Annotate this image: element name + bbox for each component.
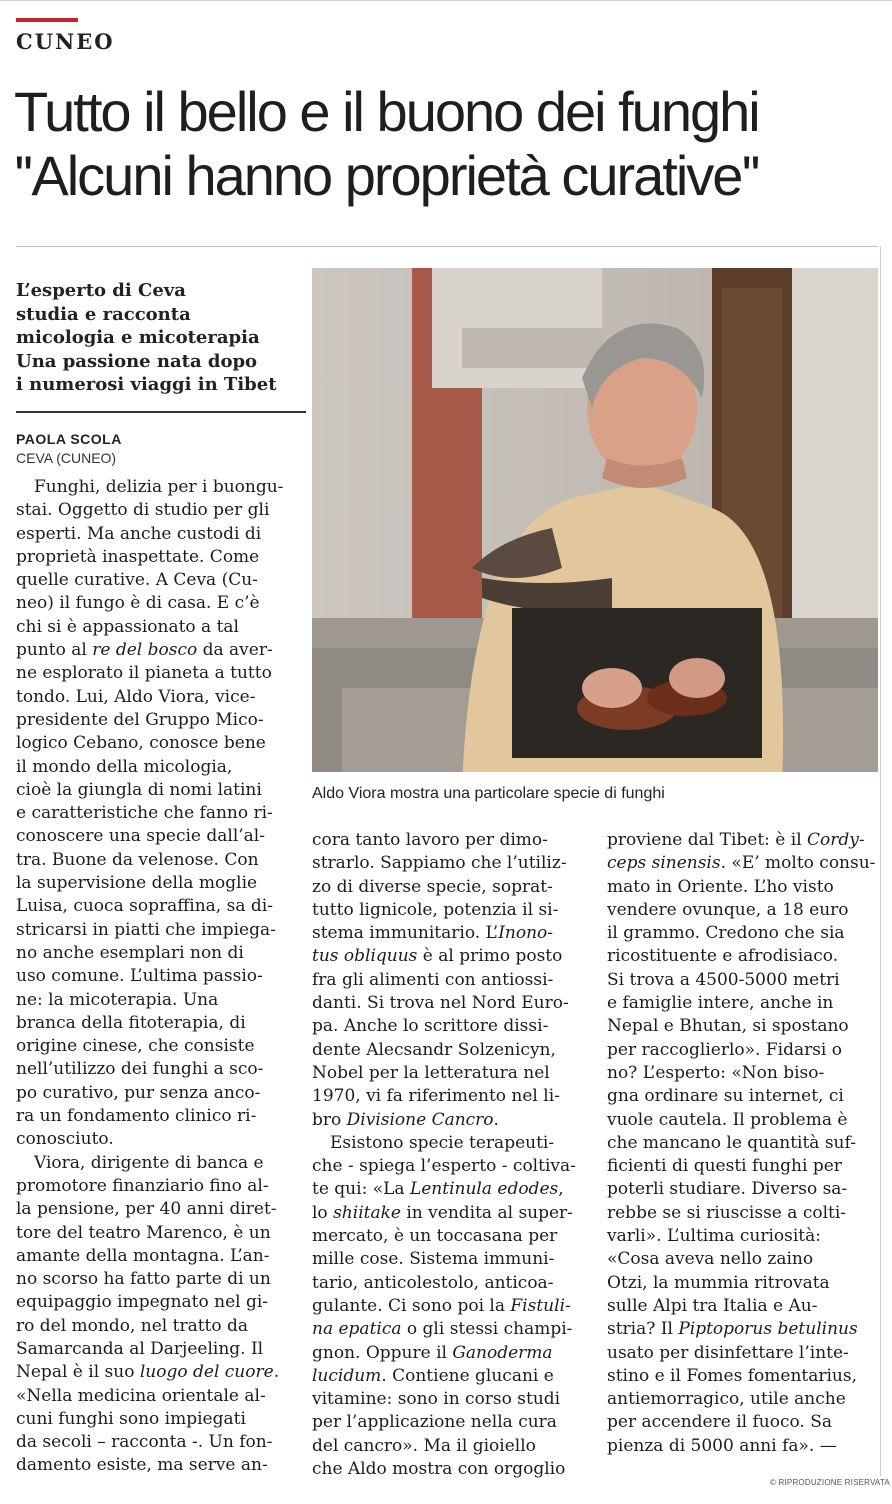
article-line: Si trova a 4500-5000 metri	[607, 969, 840, 990]
article-line: esperti. Ma anche custodi di	[16, 523, 262, 544]
article-line: ceps sinensis. «E’ molto consu-	[607, 853, 876, 874]
article-line: per accendere il fuoco. Sa	[607, 1412, 832, 1433]
article-line: branca della fitoterapia, di	[16, 1012, 246, 1033]
article-line: dente Alecsandr Solzenicyn,	[312, 1039, 556, 1060]
article-line: zo di diverse specie, soprat-	[312, 876, 553, 897]
article-line: ne esplorato il pianeta a tutto	[16, 663, 272, 684]
article-line: bro Divisione Cancro.	[312, 1109, 499, 1130]
article-line: 1970, vi fa riferimento nel li-	[312, 1086, 560, 1107]
section-label: CUNEO	[16, 29, 115, 54]
article-line: il grammo. Credono che sia	[607, 923, 845, 944]
article-line: tra. Buone da velenose. Con	[16, 849, 259, 870]
article-line: tutto lignicole, potenzia il si-	[312, 899, 559, 920]
article-line: mercato, è un toccasana per	[312, 1226, 558, 1247]
headline-divider	[16, 246, 878, 247]
headline-line-2: ''Alcuni hanno proprietà curative''	[14, 144, 759, 207]
article-line: no scorso ha fatto parte di un	[16, 1269, 271, 1290]
article-line: tario, anticolestolo, anticoa-	[312, 1272, 554, 1293]
article-line: stai. Oggetto di studio per gli	[16, 500, 270, 521]
article-line: equipaggio impegnato nel gi-	[16, 1292, 269, 1313]
subhead-divider	[16, 411, 306, 413]
article-line: gnon. Oppure il Ganoderma	[312, 1342, 553, 1363]
article-line: che mancano le quantità suf-	[607, 1132, 856, 1153]
article-line: po curativo, pur senza anco-	[16, 1082, 261, 1103]
article-line: il mondo della micologia,	[16, 756, 233, 777]
article-line: vuole cautela. Il problema è	[607, 1109, 848, 1130]
article-line: la pensione, per 40 anni diret-	[16, 1199, 277, 1220]
article-line: varli». L’ultima curiosità:	[607, 1226, 822, 1247]
subhead-line: L’esperto di Ceva	[16, 280, 186, 301]
article-line: antiemorragico, utile anche	[607, 1389, 846, 1410]
article-line: stricarsi in piatti che impiega-	[16, 919, 276, 940]
article-line: promotore finanziario fino al-	[16, 1175, 269, 1196]
article-line: tus obliquus è al primo posto	[312, 946, 563, 967]
article-line: Nepal e Bhutan, si spostano	[607, 1016, 849, 1037]
article-line: na epatica o gli stessi champi-	[312, 1319, 573, 1340]
article-line: logico Cebano, conosce bene	[16, 733, 266, 754]
subhead-line: micologia e micoterapia	[16, 327, 260, 348]
article-column-1	[16, 476, 288, 1478]
article-line: Otzi, la mummia ritrovata	[607, 1272, 830, 1293]
subhead-line: Una passione nata dopo	[16, 350, 258, 372]
article-line: ne: la micoterapia. Una	[16, 989, 219, 1010]
article-line: stria? Il Piptoporus betulinus	[607, 1319, 858, 1340]
subhead-line: studia e racconta	[16, 303, 191, 325]
article-line: ra un fondamento clinico ri-	[16, 1106, 257, 1127]
article-line: fra gli alimenti con antiossi-	[312, 969, 554, 990]
article-line: proprietà inaspettate. Come	[16, 546, 260, 567]
article-line: Nepal è il suo luogo del cuore.	[16, 1362, 280, 1383]
article-line: «Nella medicina orientale al-	[16, 1385, 266, 1406]
top-rule	[0, 0, 892, 1]
subhead-line: i numerosi viaggi in Tibet	[16, 374, 277, 395]
headline-line-1: Tutto il bello e il buono dei funghi	[14, 80, 759, 143]
article-line: ro del mondo, nel tratto da	[16, 1315, 249, 1336]
article-line: rebbe se si riuscisse a colti-	[607, 1202, 847, 1223]
article-line: amante della montagna. L’an-	[16, 1245, 270, 1266]
article-line: per raccoglierlo». Fidarsi o	[607, 1039, 843, 1060]
article-line: neo) il fungo è di casa. E c’è	[16, 593, 260, 614]
article-column-2	[312, 829, 584, 1481]
article-line: ficienti di questi funghi per	[607, 1156, 842, 1177]
section-accent-bar	[16, 18, 78, 22]
article-line: uso comune. L’ultima passio-	[16, 966, 263, 987]
article-line: lo shiitake in vendita al super-	[312, 1202, 573, 1223]
article-line: la supervisione della moglie	[16, 873, 258, 894]
article-line: no anche esemplari non di	[16, 942, 244, 963]
article-line: conosciuto.	[16, 1129, 114, 1150]
article-line: vitamine: sono in corso studi	[312, 1389, 561, 1410]
article-line: che Aldo mostra con orgoglio	[312, 1459, 566, 1480]
article-line: pa. Anche lo scrittore dissi-	[312, 1016, 549, 1037]
article-line: cuni funghi sono impiegati	[16, 1408, 246, 1429]
article-line: usato per disinfettare l’inte-	[607, 1342, 849, 1363]
article-line: punto al re del bosco da aver-	[16, 640, 273, 661]
article-line: gna ordinare su internet, ci	[607, 1086, 844, 1107]
article-line: ricostituente e afrodisiaco.	[607, 946, 839, 967]
article-line: origine cinese, che consiste	[16, 1036, 255, 1057]
article-column-3	[607, 829, 879, 1458]
article-line: gulante. Ci sono poi la Fistuli-	[312, 1295, 571, 1316]
article-line: te qui: «La Lentinula edodes,	[312, 1179, 564, 1200]
article-line: Nobel per la letteratura nel	[312, 1062, 550, 1083]
article-line: chi si è appassionato a tal	[16, 616, 239, 637]
article-line: tore del teatro Marenco, è un	[16, 1222, 271, 1243]
photo-man-holding-mushrooms	[312, 268, 878, 772]
article-line: da secoli – racconta -. Un fon-	[16, 1432, 273, 1453]
article-line: Viora, dirigente di banca e	[34, 1152, 264, 1173]
article-line: cora tanto lavoro per dimo-	[312, 830, 548, 850]
article-line: e famiglie intere, anche in	[607, 993, 834, 1014]
article-line: stino e il Fomes fomentarius,	[607, 1365, 857, 1386]
byline-dateline: CEVA (CUNEO)	[16, 450, 117, 466]
article-line: damento esiste, ma serve an-	[16, 1455, 268, 1476]
article-line: pienza di 5000 anni fa». —	[607, 1435, 837, 1456]
article-line: cioè la giungla di nomi latini	[16, 779, 262, 800]
article-line: nell’utilizzo dei funghi a sco-	[16, 1059, 264, 1080]
article-line: quelle curative. A Ceva (Cu-	[16, 570, 258, 591]
subheadline	[16, 279, 306, 397]
byline-author: PAOLA SCOLA	[16, 431, 122, 447]
copyright-notice: © RIPRODUZIONE RISERVATA	[770, 1478, 890, 1487]
article-line: Funghi, delizia per i buongu-	[34, 477, 284, 497]
article-line: vendere ovunque, a 18 euro	[607, 899, 849, 920]
article-line: presidente del Gruppo Mico-	[16, 709, 264, 730]
article-line: no? L’esperto: «Non biso-	[607, 1062, 825, 1083]
article-line: Samarcanda al Darjeeling. Il	[16, 1338, 264, 1359]
article-line: poterli studiare. Diverso sa-	[607, 1179, 848, 1200]
article-photo	[312, 268, 878, 772]
article-line: sulle Alpi tra Italia e Au-	[607, 1295, 818, 1316]
photo-caption: Aldo Viora mostra una particolare specie di funghi	[312, 785, 665, 802]
headline	[14, 80, 884, 208]
article-line: strarlo. Sappiamo che l’utiliz-	[312, 853, 567, 874]
article-line: Luisa, cuoca sopraffina, sa di-	[16, 896, 273, 917]
page-edge-rule	[880, 246, 881, 1476]
article-line: conoscere una specie dall’al-	[16, 826, 265, 847]
article-line: del cancro». Ma il gioiello	[312, 1435, 536, 1456]
article-line: mille cose. Sistema immuni-	[312, 1249, 555, 1270]
article-line: Esistono specie terapeuti-	[330, 1132, 555, 1153]
article-line: lucidum. Contiene glucani e	[312, 1365, 554, 1386]
article-line: stema immunitario. L’Inono-	[312, 923, 554, 944]
article-line: e caratteristiche che fanno ri-	[16, 803, 273, 824]
article-line: tondo. Lui, Aldo Viora, vice-	[16, 686, 256, 707]
article-line: danti. Si trova nel Nord Euro-	[312, 993, 569, 1014]
article-line: «Cosa aveva nello zaino	[607, 1249, 814, 1270]
article-line: mato in Oriente. L’ho visto	[607, 876, 834, 897]
article-line: che - spiega l’esperto - coltiva-	[312, 1156, 576, 1177]
article-line: proviene dal Tibet: è il Cordy-	[607, 830, 865, 850]
article-line: per l’applicazione nella cura	[312, 1412, 557, 1433]
